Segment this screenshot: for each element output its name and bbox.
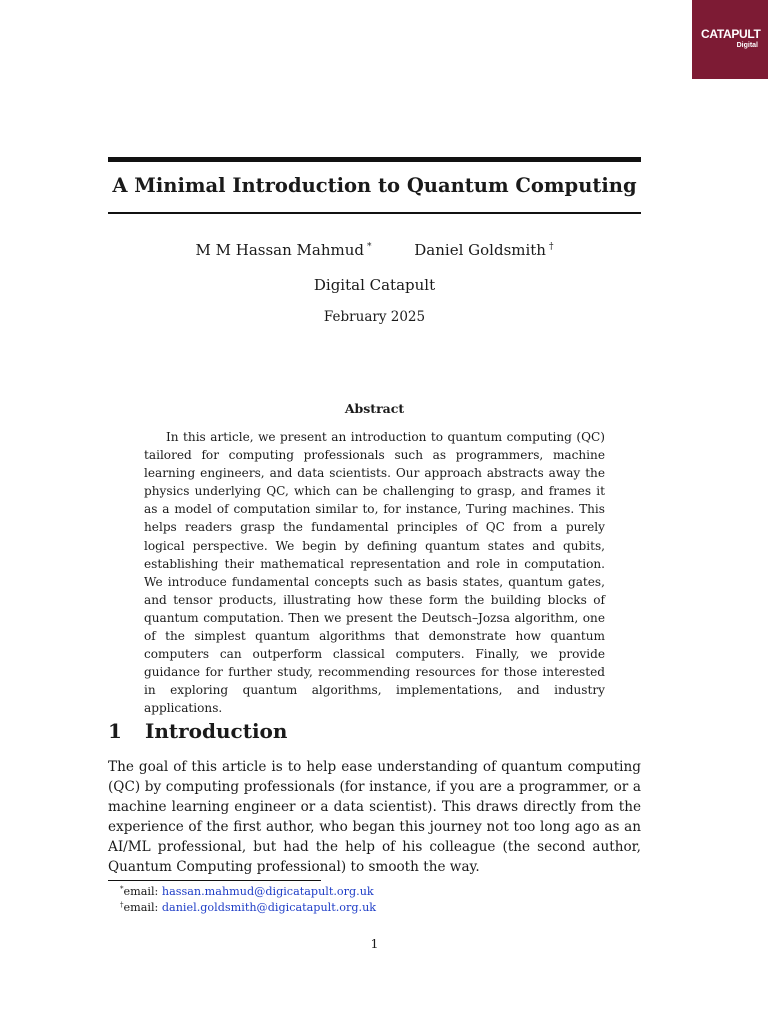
author-1	[196, 237, 372, 260]
section-number: 1	[108, 719, 122, 743]
author-2-name: Daniel Goldsmith	[414, 241, 546, 259]
footnote-2	[120, 898, 376, 915]
page-number: 1	[370, 936, 379, 951]
author-2-footnote-mark: †	[548, 242, 554, 252]
paper-title: A Minimal Introduction to Quantum Computing	[112, 174, 637, 197]
introduction-text: The goal of this article is to help ease understanding of quantum computing (QC) by computing professionals (for instance, if you are a programmer, or a machine learning engineer or a data scientist). This draws directly from the experience of the first author, who began this journey not too long ago as an AI/ML professional, but had the help of his colleague (the second author, Quantum Computing professional) to smooth the way.	[108, 759, 641, 875]
footnote-1-label: email:	[123, 885, 159, 898]
title-rule-bottom	[108, 212, 641, 214]
footnote-1-email-link[interactable]: hassan.mahmud@digicatapult.org.uk	[161, 885, 374, 898]
footnote-2-mark: †	[120, 901, 124, 909]
catapult-logo	[692, 0, 768, 79]
publication-date: February 2025	[323, 309, 426, 325]
author-1-name: M M Hassan Mahmud	[195, 241, 364, 259]
footnote-rule	[108, 880, 321, 881]
author-2	[414, 237, 553, 260]
footnote-1	[120, 882, 374, 899]
affiliation: Digital Catapult	[313, 276, 436, 294]
author-1-footnote-mark: *	[367, 242, 372, 252]
logo-main-text: CATAPULT	[701, 27, 761, 41]
footnote-1-mark: *	[120, 885, 124, 893]
section-heading	[108, 718, 641, 744]
title-rule-top	[108, 157, 641, 162]
footnote-2-label: email:	[123, 901, 159, 914]
logo-sub-text: Digital	[736, 42, 758, 49]
author-list	[108, 237, 641, 260]
section-title: Introduction	[145, 719, 288, 743]
abstract-text: In this article, we present an introduction to quantum computing (QC) tailored for computing professionals such as programmers, machine learning engineers, and data scientists. Our approach abstracts away the physics underlying QC, which can be challenging to grasp, and frames it as a model of computation similar to, for instance, Turing machines. This helps readers grasp the fundamental principles of QC from a purely logical perspective. We begin by defining quantum states and qubits, establishing their mathematical representation and role in computation. We introduce fundamental concepts such as basis states, quantum gates, and tensor products, illustrating how these form the building blocks of quantum computation. Then we present the Deutsch–Jozsa algorithm, one of the simplest quantum algorithms that demonstrate how quantum computers can outperform classical computers. Finally, we provide guidance for further study, recommending resources for those interested in exploring quantum algorithms, implementations, and industry applications.	[144, 430, 605, 716]
footnote-2-email-link[interactable]: daniel.goldsmith@digicatapult.org.uk	[161, 901, 377, 914]
abstract-heading: Abstract	[344, 401, 405, 416]
